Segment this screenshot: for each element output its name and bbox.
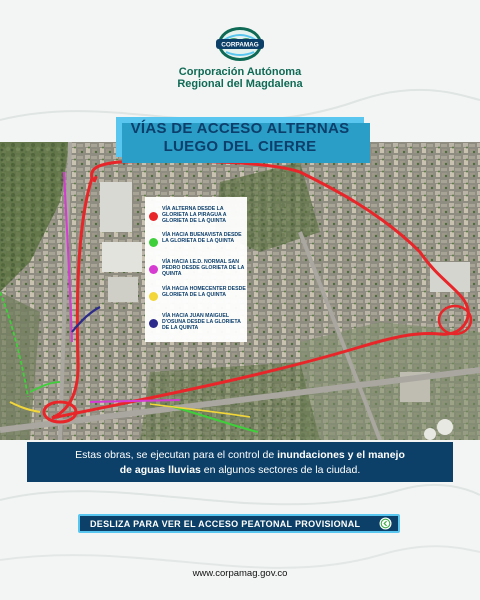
legend-item xyxy=(149,206,245,230)
corpamag-logo xyxy=(208,24,272,64)
logo-text: CORPAMAG xyxy=(221,41,259,49)
legend-label: VÍA HACIA JUAN MAIGUEL D'OSUNA DESDE LA GLORIETA DE LA QUINTA xyxy=(162,313,241,331)
title-banner xyxy=(116,117,364,157)
website-link[interactable]: www.corpamag.gov.co xyxy=(192,568,288,579)
legend-item xyxy=(149,259,245,283)
arrow-circle-icon xyxy=(379,517,392,530)
legend-dot-red xyxy=(149,212,158,221)
info-bold2: de aguas lluvias xyxy=(119,464,201,476)
legend-dot-navy xyxy=(149,319,158,328)
route-legend xyxy=(145,197,247,342)
legend-item xyxy=(149,232,245,256)
title-line1: VÍAS DE ACCESO ALTERNAS xyxy=(130,120,350,137)
legend-item xyxy=(149,286,245,310)
info-part2: en algunos sectores de la ciudad. xyxy=(200,464,361,476)
swipe-cta[interactable] xyxy=(78,514,400,533)
info-text xyxy=(35,448,445,478)
org-name-line1: Corporación Autónoma xyxy=(178,66,302,78)
legend-label: VÍA HACIA I.E.D. NORMAL SAN PEDRO DESDE GLORIETA DE LA QUINTA xyxy=(162,259,245,277)
legend-dot-green xyxy=(149,238,158,247)
legend-dot-magenta xyxy=(149,265,158,274)
legend-label: VÍA HACIA BUENAVISTA DESDE LA GLORIETA DE LA QUINTA xyxy=(162,232,242,244)
title-line2: LUEGO DEL CIERRE xyxy=(163,138,317,155)
info-part1: Estas obras, se ejecutan para el control de xyxy=(75,449,278,461)
org-name-line2: Regional del Magdalena xyxy=(177,78,303,90)
legend-label: VÍA ALTERNA DESDE LA GLORIETA LA PIRAGUA A GLORIETA DE LA QUINTA xyxy=(162,206,227,224)
legend-dot-yellow xyxy=(149,292,158,301)
info-box xyxy=(27,442,453,482)
info-bold1: inundaciones y el manejo xyxy=(277,449,405,461)
cta-label: DESLIZA PARA VER EL ACCESO PEATONAL PROVISIONAL xyxy=(90,519,361,529)
legend-item xyxy=(149,313,245,337)
legend-label: VÍA HACIA HOMECENTER DESDE GLORIETA DE LA QUINTA xyxy=(162,286,246,298)
